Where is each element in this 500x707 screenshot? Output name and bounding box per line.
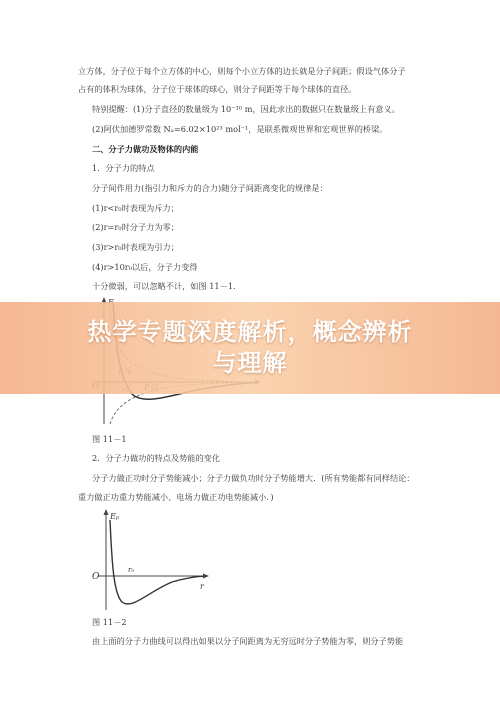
body-line-6: 1．分子力的特点 — [92, 163, 155, 173]
fig2-potential-energy-curve — [110, 520, 204, 604]
body-line-3: 特别提醒：(1)分子直径的数量级为 10⁻¹⁰ m，因此求出的数据只在数量级上有意义。 — [92, 104, 400, 114]
fig2-y-arrow — [104, 509, 109, 515]
body-line-11: (4)r>10r₀以后，分子力变得 — [92, 262, 198, 272]
body-line-8: (1)r<r₀时表现为斥力； — [92, 203, 179, 213]
fig2-y-label: Eₚ — [110, 512, 120, 521]
body-line-13: 2．分子力做功的特点及势能的变化 — [92, 453, 221, 463]
fig2-r0-label: r₀ — [128, 566, 135, 574]
figure-11-2-caption: 图 11－2 — [92, 617, 127, 627]
banner-title-line-2: 与理解 — [212, 349, 288, 377]
body-line-15: 重力做正功重力势能减小、电场力做正功电势能减小．) — [78, 492, 274, 502]
body-line-7: 分子间作用力(指引力和斥力的合力)随分子间距离变化的规律是： — [92, 183, 328, 193]
body-line-10: (3)r>r₀时表现为引力； — [92, 242, 179, 252]
body-line-12: 十分微弱，可以忽略不计，如图 11－1. — [92, 281, 236, 291]
figure-11-2-potential-curve — [88, 506, 228, 614]
body-line-14: 分子力做正功时分子势能减小；分子力做负功时分子势能增大．(所有势能都有同样结论： — [92, 473, 415, 483]
body-line-4: (2)阿伏加德罗常数 Nₐ=6.02×10²³ mol⁻¹，是联系微观世界和宏观世界的桥梁。 — [92, 124, 388, 134]
fig2-origin-label: O — [92, 572, 100, 582]
banner-title-line-1: 热学专题深度解析，概念辨析 — [87, 318, 413, 346]
fig2-x-label: r — [200, 582, 204, 591]
body-line-2: 占有的体积为球体，分子位于球体的球心，则分子间距等于每个球体的直径。 — [78, 84, 357, 94]
section-heading: 二、分子力做功及物体的内能 — [92, 144, 199, 154]
title-banner — [0, 302, 500, 394]
body-line-1: 立方体，分子位于每个立方体的中心，则每个小立方体的边长就是分子间距；假设气体分子 — [78, 66, 406, 76]
body-line-16: 由上面的分子力曲线可以得出如果以分子间距离为无穷远时分子势能为零，则分子势能 — [92, 636, 404, 646]
figure-11-1-caption: 图 11－1 — [92, 434, 127, 444]
body-line-9: (2)r=r₀时分子力为零； — [92, 222, 179, 232]
